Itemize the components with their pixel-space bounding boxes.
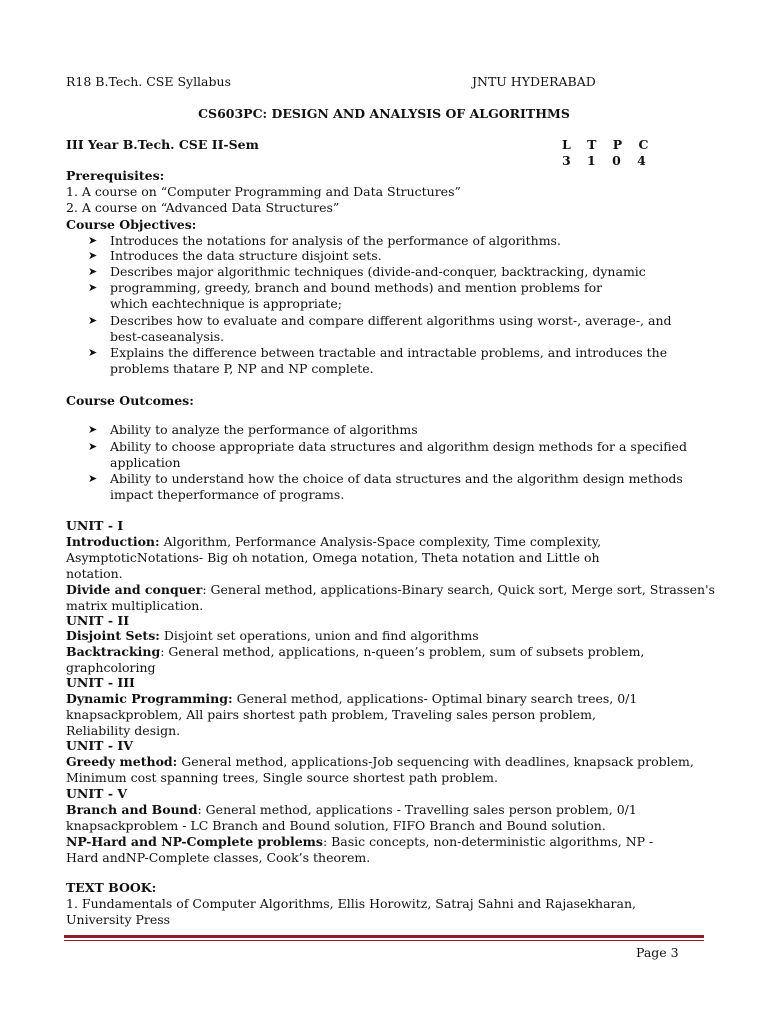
objective-line: which eachtechnique is appropriate; xyxy=(110,296,343,311)
footer-rule-thick xyxy=(64,935,704,938)
topic-label: Introduction: xyxy=(66,534,160,549)
objective-line: Introduces the notations for analysis of the performance of algorithms. xyxy=(110,233,561,248)
unit-heading: UNIT - II xyxy=(66,613,130,628)
arrowhead-bullet-icon: ➤ xyxy=(88,281,98,294)
objective-line: Describes major algorithmic techniques (divide-and-conquer, backtracking, dynamic xyxy=(110,264,646,279)
topic-label: Disjoint Sets: xyxy=(66,628,160,643)
arrowhead-bullet-icon: ➤ xyxy=(88,472,98,485)
topic-label: Divide and conquer xyxy=(66,582,203,597)
topic-label: Greedy method: xyxy=(66,754,178,769)
ltpc-letters: L T P C xyxy=(562,137,655,152)
outcome-line: Ability to understand how the choice of data structures and the algorithm design methods xyxy=(110,471,683,486)
arrowhead-bullet-icon: ➤ xyxy=(88,346,98,359)
topic-text: : General method, applications - Travelling sales person problem, 0/1 xyxy=(197,802,637,817)
year-semester: III Year B.Tech. CSE II-Sem xyxy=(66,137,259,152)
unit-text xyxy=(66,834,653,850)
unit-text: AsymptoticNotations- Big oh notation, Omega notation, Theta notation and Little oh xyxy=(66,550,600,565)
arrowhead-bullet-icon: ➤ xyxy=(88,314,98,327)
topic-label: NP-Hard and NP-Complete problems xyxy=(66,834,323,849)
unit-text: Reliability design. xyxy=(66,723,181,738)
unit-heading: UNIT - IV xyxy=(66,738,133,753)
page-number: Page 3 xyxy=(636,945,679,960)
unit-text: Minimum cost spanning trees, Single source shortest path problem. xyxy=(66,770,499,785)
objective-line: programming, greedy, branch and bound methods) and mention problems for xyxy=(110,280,603,295)
topic-label: Backtracking xyxy=(66,644,161,659)
textbook-heading: TEXT BOOK: xyxy=(66,880,157,895)
topic-label: Branch and Bound xyxy=(66,802,198,817)
topic-text: : Basic concepts, non-deterministic algorithms, NP - xyxy=(322,834,654,849)
arrowhead-bullet-icon: ➤ xyxy=(88,265,98,278)
objectives-heading: Course Objectives: xyxy=(66,217,197,232)
unit-heading: UNIT - I xyxy=(66,518,124,533)
outcome-line: impact theperformance of programs. xyxy=(110,487,345,502)
prerequisite-item: 2. A course on “Advanced Data Structures” xyxy=(66,200,340,215)
unit-text: knapsackproblem - LC Branch and Bound solution, FIFO Branch and Bound solution. xyxy=(66,818,606,833)
prerequisite-item: 1. A course on “Computer Programming and Data Structures” xyxy=(66,184,461,199)
objective-line: problems thatare P, NP and NP complete. xyxy=(110,361,374,376)
footer-rule-thin xyxy=(64,940,704,941)
course-title: CS603PC: DESIGN AND ANALYSIS OF ALGORITHMS xyxy=(198,106,570,121)
topic-text: General method, applications-Job sequencing with deadlines, knapsack problem, xyxy=(177,754,694,769)
topic-text: General method, applications- Optimal binary search trees, 0/1 xyxy=(232,691,638,706)
unit-text: Hard andNP-Complete classes, Cook’s theorem. xyxy=(66,850,371,865)
unit-text xyxy=(66,582,715,598)
prerequisites-heading: Prerequisites: xyxy=(66,168,165,183)
header-right: JNTU HYDERABAD xyxy=(472,74,596,89)
unit-text xyxy=(66,802,637,818)
unit-text: matrix multiplication. xyxy=(66,598,204,613)
topic-text: : General method, applications-Binary search, Quick sort, Merge sort, Strassen's xyxy=(202,582,715,597)
header-left: R18 B.Tech. CSE Syllabus xyxy=(66,74,231,89)
textbook-line: University Press xyxy=(66,912,171,927)
unit-text: graphcoloring xyxy=(66,660,156,675)
arrowhead-bullet-icon: ➤ xyxy=(88,440,98,453)
ltpc-values: 3 1 0 4 xyxy=(562,153,652,168)
topic-text: : General method, applications, n-queen’s problem, sum of subsets problem, xyxy=(160,644,645,659)
unit-text: notation. xyxy=(66,566,123,581)
unit-text xyxy=(66,691,637,707)
arrowhead-bullet-icon: ➤ xyxy=(88,249,98,262)
objective-line: Describes how to evaluate and compare different algorithms using worst-, average-, and xyxy=(110,313,672,328)
unit-heading: UNIT - V xyxy=(66,786,128,801)
unit-text xyxy=(66,644,644,660)
textbook-line: 1. Fundamentals of Computer Algorithms, Ellis Horowitz, Satraj Sahni and Rajasekharan, xyxy=(66,896,636,911)
topic-text: Disjoint set operations, union and find algorithms xyxy=(159,628,479,643)
unit-text xyxy=(66,628,479,644)
objective-line: Introduces the data structure disjoint sets. xyxy=(110,248,382,263)
unit-text: knapsackproblem, All pairs shortest path problem, Traveling sales person problem, xyxy=(66,707,596,722)
arrowhead-bullet-icon: ➤ xyxy=(88,234,98,247)
unit-text xyxy=(66,534,601,550)
topic-label: Dynamic Programming: xyxy=(66,691,233,706)
objective-line: Explains the difference between tractable and intractable problems, and introduces the xyxy=(110,345,668,360)
topic-text: Algorithm, Performance Analysis-Space complexity, Time complexity, xyxy=(159,534,602,549)
objective-line: best-caseanalysis. xyxy=(110,329,225,344)
outcomes-heading: Course Outcomes: xyxy=(66,393,194,408)
outcome-line: Ability to choose appropriate data structures and algorithm design methods for a specified xyxy=(110,439,687,454)
unit-text xyxy=(66,754,694,770)
arrowhead-bullet-icon: ➤ xyxy=(88,423,98,436)
outcome-line: application xyxy=(110,455,181,470)
unit-heading: UNIT - III xyxy=(66,675,135,690)
outcome-line: Ability to analyze the performance of algorithms xyxy=(110,422,418,437)
